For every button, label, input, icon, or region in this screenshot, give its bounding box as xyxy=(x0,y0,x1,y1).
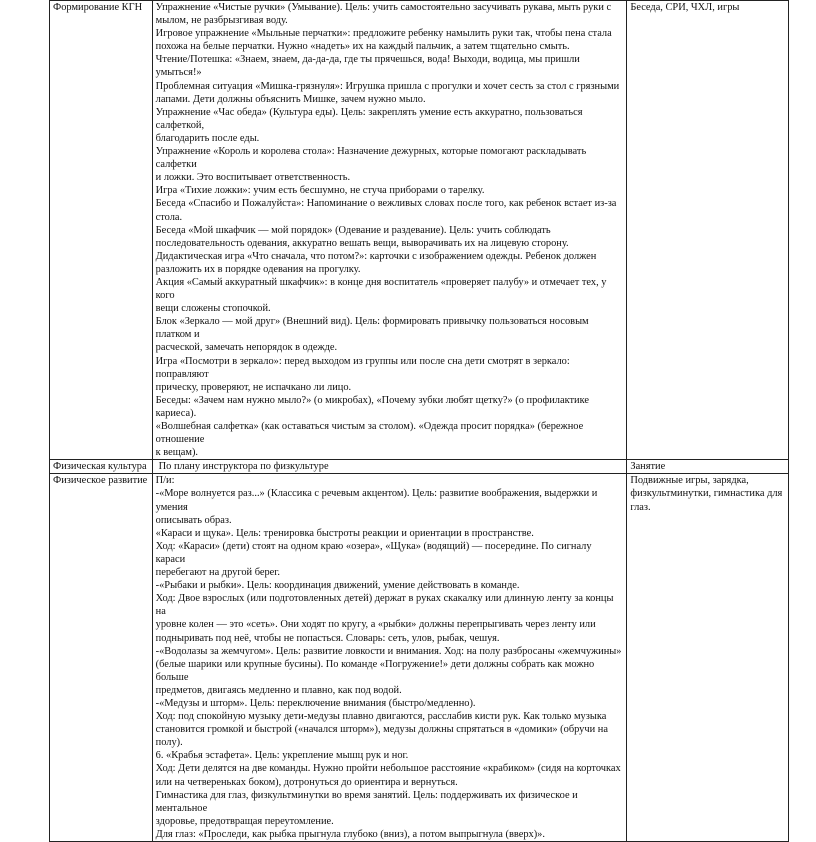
content-line: По плану инструктора по физкультуре xyxy=(158,461,329,473)
content-line: Беседа «Спасибо и Пожалуйста»: Напоминание о вежливых словах после того, как ребенок встает из-за xyxy=(155,198,617,210)
content-line: Ход: Дети делятся на две команды. Нужно пройти небольшое расстояние «крабиком» (сидя на корточках xyxy=(155,763,621,775)
content-line: Игра «Тихие ложки»: учим есть бесшумно, не стуча приборами о тарелку. xyxy=(155,185,485,197)
content-line: Для глаз: «Проследи, как рыбка прыгнула глубоко (вниз), а потом выпрыгнула (вверх)». xyxy=(155,828,545,840)
content-line: последовательность одевания, аккуратно вешать вещи, выворачивать их на лицевую сторону. xyxy=(155,237,569,249)
content-line: Игровое упражнение «Мыльные перчатки»: предложите ребенку намылить руки так, чтобы пена стала xyxy=(155,28,612,40)
content-line: здоровье, предотвращая переутомление. xyxy=(155,815,334,827)
content-line: -«Медузы и шторм». Цель: переключение внимания (быстро/медленно). xyxy=(155,697,476,709)
content-line: 6. «Крабья эстафета». Цель: укрепление мышц рук и ног. xyxy=(155,750,409,762)
content-line: Ход: «Караси» (дети) стоят на одном краю «озера», «Щука» (водящий) — посередине. По сигналу караси xyxy=(155,540,592,565)
forms-cell: Занятие xyxy=(627,460,789,474)
content-line: Проблемная ситуация «Мишка-грязнуля»: Игрушка пришла с прогулки и хочет сесть за стол с грязными xyxy=(155,80,620,92)
content-line: прическу, проверяют, не испачкано ли лицо. xyxy=(155,381,352,393)
forms-cell: Беседа, СРИ, ЧХЛ, игры xyxy=(627,1,789,460)
content-line: Упражнение «Король и королева стола»: Назначение дежурных, которые помогают раскладывать салфетки xyxy=(155,146,587,171)
content-line: Гимнастика для глаз, физкультминутки во время занятий. Цель: поддерживать их физическое и ментальное xyxy=(155,789,578,814)
content-line: «Волшебная салфетка» (как оставаться чистым за столом). «Одежда просит порядка» (бережное отношение xyxy=(155,421,584,446)
content-line: разложить их в порядке одевания на прогулку. xyxy=(155,263,361,275)
content-line: Акция «Самый аккуратный шкафчик»: в конце дня воспитатель «проверяет палубу» и отмечает тех, у кого xyxy=(155,276,607,302)
content-line: описывать образ. xyxy=(155,514,232,526)
content-line: расческой, замечать непорядок в одежде. xyxy=(155,342,338,354)
content-line: Упражнение «Чистые ручки» (Умывание). Цель: учить самостоятельно засучивать рукава, мыть руки с xyxy=(155,2,612,13)
content-line: подныривать под неё, чтобы не попасться. Словарь: сеть, улов, рыбак, чешуя. xyxy=(155,632,500,644)
content-line: становится громкой и быстрой («начался шторм»), медузы должны спрятаться в «домики» (обручи на полу). xyxy=(155,724,608,749)
content-line: -«Рыбаки и рыбки». Цель: координация движений, умение действовать в команде. xyxy=(155,580,520,592)
section-cell: Физическое развитие xyxy=(50,474,153,842)
content-line: Блок «Зеркало — мой друг» (Внешний вид). Цель: формировать привычку пользоваться носовым платком и xyxy=(155,316,589,341)
table-row xyxy=(50,460,789,474)
content-line: стола. xyxy=(155,211,183,223)
content-line: (белые шарики или крупные бусины). По команде «Погружение!» дети должны собрать как можно больше xyxy=(155,658,595,683)
table-row xyxy=(50,1,789,460)
content-line: и ложки. Это воспитывает ответственность. xyxy=(155,172,351,184)
forms-cell: Подвижные игры, зарядка, физкультминутки, гимнастика для глаз. xyxy=(627,474,789,842)
section-cell: Формирование КГН xyxy=(50,1,153,460)
content-line: к вещам). xyxy=(155,447,199,459)
content-line: уровне колен — это «сеть». Они ходят по кругу, а «рыбки» должны перепрыгивать через ленту или xyxy=(155,619,596,631)
table-row xyxy=(50,474,789,842)
content-line: Ход: под спокойную музыку дети-медузы плавно двигаются, расслабив кисти рук. Как только музыка xyxy=(155,711,607,723)
content-line: -«Водолазы за жемчугом». Цель: развитие ловкости и внимания. Ход: на полу разбросаны «жемчужины» xyxy=(155,645,622,657)
content-cell xyxy=(152,460,627,474)
content-line: Ход: Двое взрослых (или подготовленных детей) держат в руках скакалку или длинную ленту за концы на xyxy=(155,593,614,618)
content-line: Игра «Посмотри в зеркало»: перед выходом из группы или после сна дети смотрят в зеркало: поправляют xyxy=(155,355,570,380)
content-line: похожа на белые перчатки. Нужно «надеть» их на каждый пальчик, а затем тщательно смыть. xyxy=(155,41,570,53)
content-line: вещи сложены стопочкой. xyxy=(155,303,271,315)
content-line: благодарить после еды. xyxy=(155,132,260,144)
plan-table xyxy=(49,0,789,842)
content-line: Беседы: «Зачем нам нужно мыло?» (о микробах), «Почему зубки любят щетку?» (о профилактике кариеса). xyxy=(155,394,590,419)
content-line: лапами. Дети должны объяснить Мишке, зачем нужно мыло. xyxy=(155,93,426,105)
content-cell xyxy=(152,474,627,842)
content-line: «Караси и щука». Цель: тренировка быстроты реакции и ориентации в пространстве. xyxy=(155,527,534,539)
content-line: Упражнение «Час обеда» (Культура еды). Цель: закреплять умение есть аккуратно, пользоваться салфеткой, xyxy=(155,106,583,131)
content-line: -«Море волнуется раз...» (Классика с речевым акцентом). Цель: развитие воображения, выдержки и умения xyxy=(155,488,598,513)
content-line: П/и: xyxy=(155,475,175,487)
content-line: или на четвереньках боком), дотронуться до ориентира и вернуться. xyxy=(155,776,458,788)
content-cell xyxy=(152,1,627,460)
content-line: Беседа «Мой шкафчик — мой порядок» (Одевание и раздевание). Цель: учить соблюдать xyxy=(155,224,551,236)
content-line: мылом, не разбрызгивая воду. xyxy=(155,15,288,27)
content-line: Чтение/Потешка: «Знаем, знаем, да-да-да, где ты прячешься, вода! Выходи, водица, мы пришли умыться!» xyxy=(155,54,580,79)
content-line: Дидактическая игра «Что сначала, что потом?»: карточки с изображением одежды. Ребенок должен xyxy=(155,250,597,262)
content-line: предметов, двигаясь медленно и плавно, как под водой. xyxy=(155,684,402,696)
section-cell: Физическая культура xyxy=(50,460,153,474)
content-line: перебегают на другой берег. xyxy=(155,567,280,579)
